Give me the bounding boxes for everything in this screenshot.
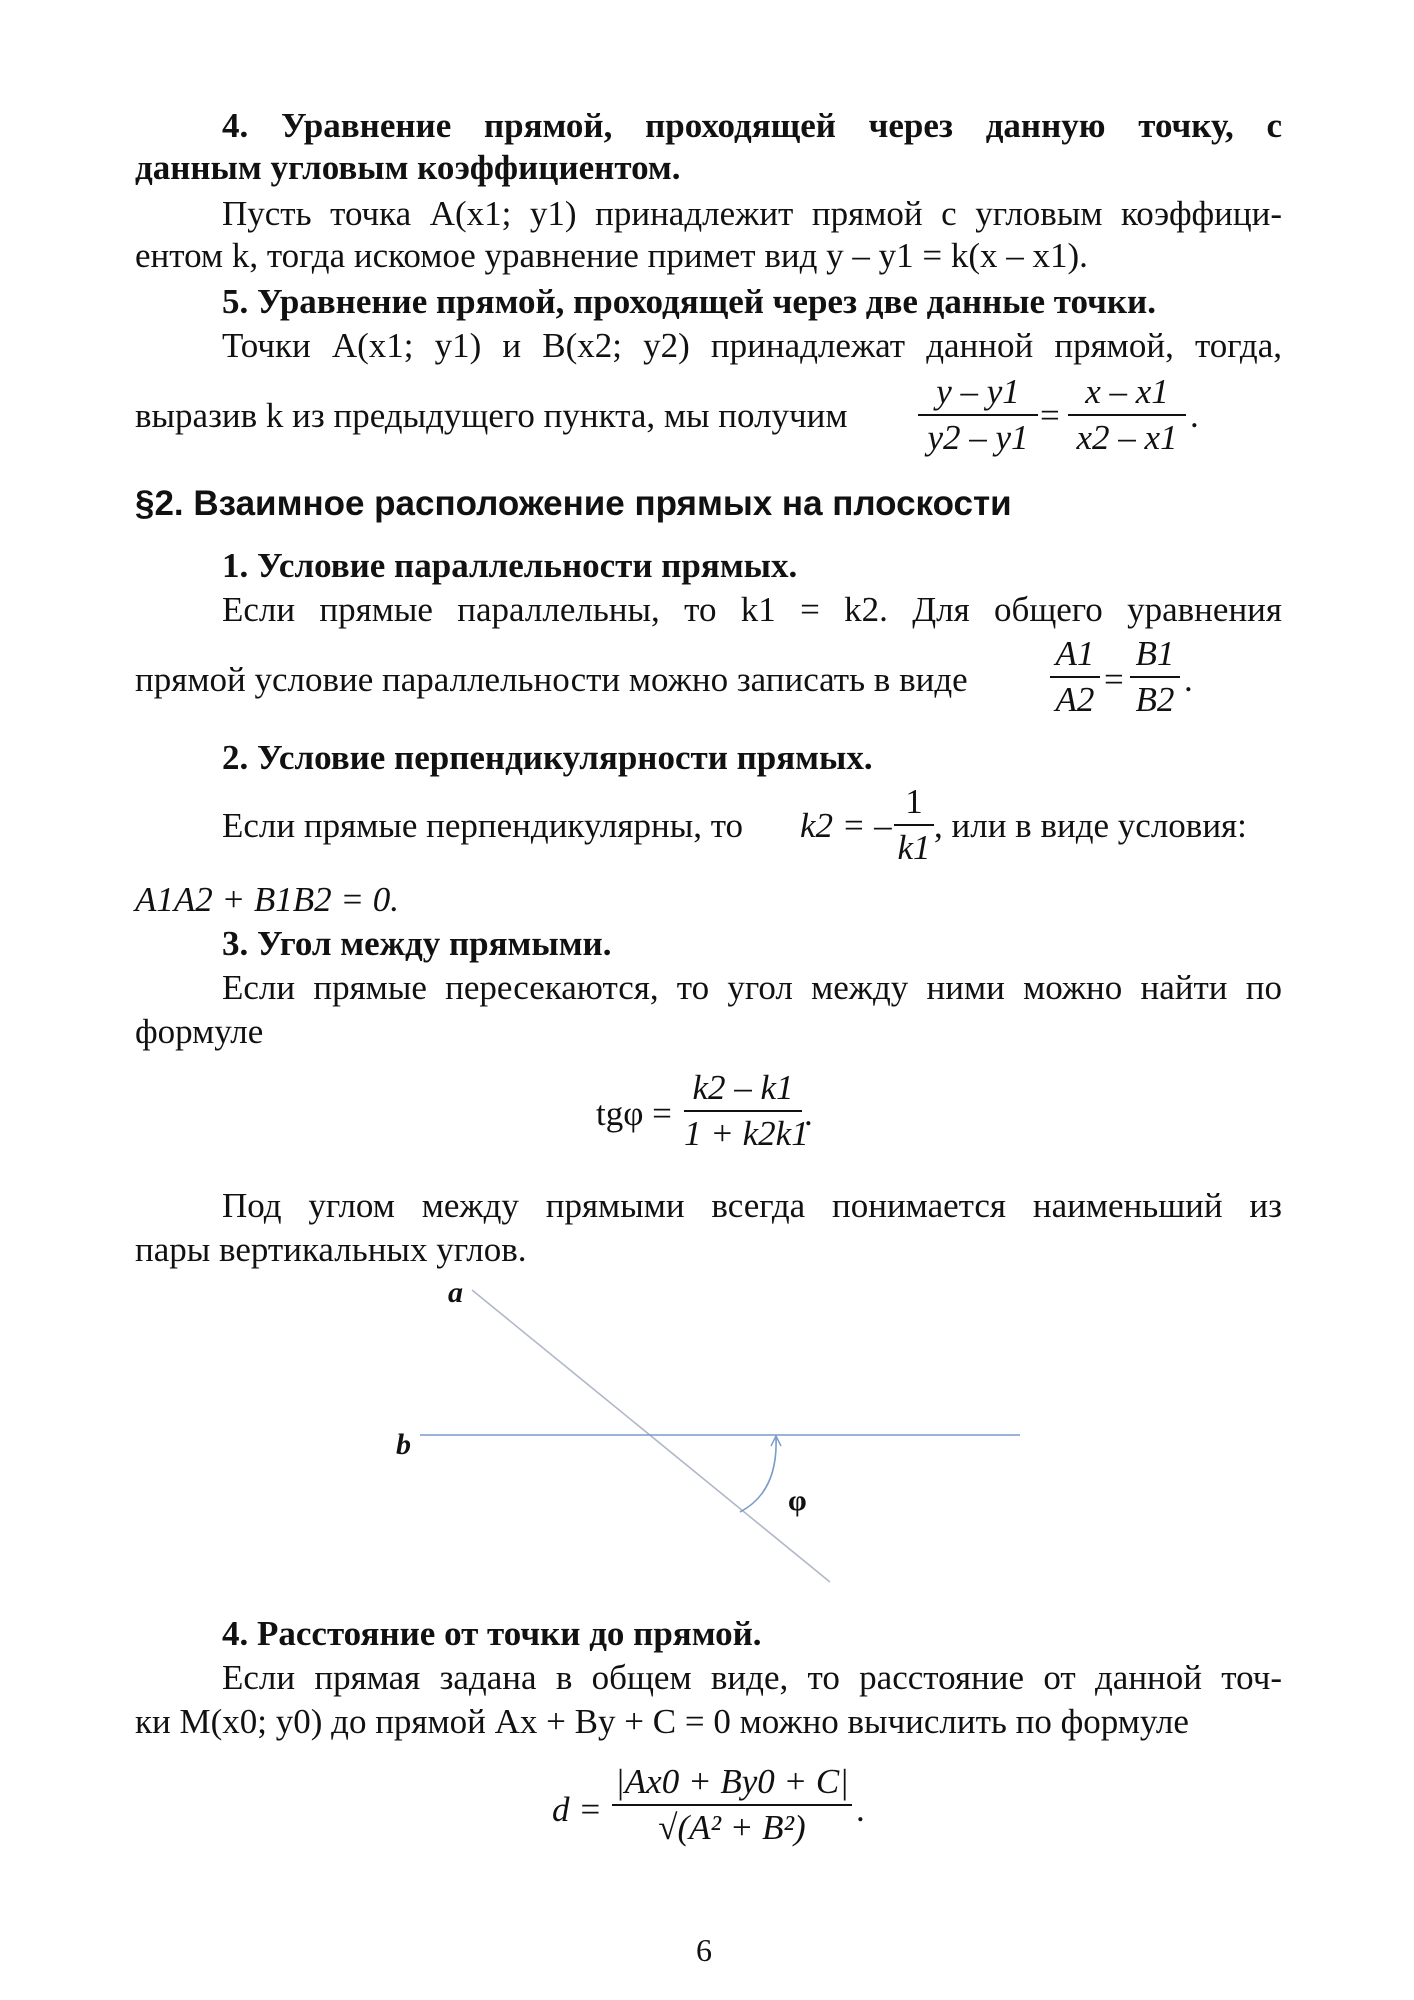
fraction-bar bbox=[612, 1804, 852, 1806]
s2-item1-left-numerator: A1 bbox=[1055, 634, 1095, 673]
s2-item3-note-line1: Под углом между прямыми всегда понимается наименьший из bbox=[222, 1186, 1282, 1225]
item5-fraction-left bbox=[918, 372, 1038, 458]
s2-item3-text-line2: формуле bbox=[135, 1012, 264, 1051]
fraction-bar bbox=[1130, 676, 1180, 678]
s2-item1-text-line2: прямой условие параллельности можно записать в виде bbox=[135, 660, 968, 699]
s2-item3-note-line2: пары вертикальных углов. bbox=[135, 1230, 527, 1269]
s2-item2-text-suffix: , или в виде условия: bbox=[934, 806, 1247, 845]
s2-item3-denominator: 1 + k2k1 bbox=[684, 1114, 809, 1153]
item4-text-line1: Пусть точка A(x1; y1) принадлежит прямой с угловым коэффици- bbox=[222, 194, 1282, 233]
s2-item3-title: 3. Угол между прямыми. bbox=[222, 924, 612, 963]
s2-item4-lhs: d = bbox=[552, 1790, 602, 1829]
item4-title-line2: данным угловым коэффициентом. bbox=[135, 148, 681, 187]
s2-item4-text-line1: Если прямая задана в общем виде, то расстояние от данной точ- bbox=[222, 1658, 1282, 1697]
figure-label-b: b bbox=[396, 1428, 411, 1461]
s2-item1-end-period: . bbox=[1184, 660, 1193, 699]
item5-text-line1: Точки A(x1; y1) и B(x2; y2) принадлежат данной прямой, тогда, bbox=[222, 326, 1282, 365]
section2-heading: §2. Взаимное расположение прямых на плоскости bbox=[135, 484, 1012, 523]
s2-item4-title: 4. Расстояние от точки до прямой. bbox=[222, 1614, 762, 1653]
s2-item1-left-denominator: A2 bbox=[1055, 680, 1095, 719]
s2-item2-title: 2. Условие перпендикулярности прямых. bbox=[222, 738, 873, 777]
s2-item4-fraction bbox=[612, 1762, 852, 1848]
item5-right-numerator: x – x1 bbox=[1085, 372, 1169, 411]
page-number: 6 bbox=[696, 1932, 712, 1968]
s2-item4-end-period: . bbox=[856, 1790, 865, 1829]
s2-item1-title: 1. Условие параллельности прямых. bbox=[222, 546, 798, 585]
item4-title-line1: 4. Уравнение прямой, проходящей через данную точку, с bbox=[222, 106, 1282, 145]
fraction-bar bbox=[1050, 676, 1100, 678]
s2-item1-fraction-right bbox=[1130, 634, 1180, 720]
s2-item2-fraction bbox=[894, 782, 934, 868]
fraction-bar bbox=[1068, 414, 1186, 416]
s2-item4-denominator: √(A² + B²) bbox=[658, 1808, 806, 1847]
s2-item3-text-line1: Если прямые пересекаются, то угол между ними можно найти по bbox=[222, 968, 1282, 1007]
s2-item1-equals: = bbox=[1104, 660, 1124, 699]
s2-item3-numerator: k2 – k1 bbox=[692, 1068, 794, 1107]
fraction-bar bbox=[918, 414, 1038, 416]
angle-arc bbox=[740, 1438, 776, 1512]
item5-equals: = bbox=[1040, 396, 1060, 435]
s2-item1-fraction-left bbox=[1050, 634, 1100, 720]
item5-title: 5. Уравнение прямой, проходящей через две данные точки. bbox=[222, 282, 1156, 321]
fraction-bar bbox=[684, 1110, 802, 1112]
s2-item3-end-period: . bbox=[804, 1094, 813, 1133]
s2-item4-numerator: |Ax0 + By0 + C| bbox=[615, 1762, 849, 1801]
item5-left-denominator: y2 – y1 bbox=[927, 418, 1029, 457]
figure-label-phi: φ bbox=[788, 1484, 807, 1517]
item4-text-line2: ентом k, тогда искомое уравнение примет вид y – y1 = k(x – x1). bbox=[135, 236, 1088, 275]
s2-item3-lhs: tgφ = bbox=[596, 1094, 672, 1133]
item5-left-numerator: y – y1 bbox=[936, 372, 1020, 411]
s2-item1-right-denominator: B2 bbox=[1135, 680, 1175, 719]
s2-item2-numerator: 1 bbox=[905, 782, 923, 821]
s2-item1-right-numerator: B1 bbox=[1135, 634, 1175, 673]
fraction-bar bbox=[894, 824, 934, 826]
figure-label-a: a bbox=[448, 1276, 463, 1309]
s2-item2-text-prefix: Если прямые перпендикулярны, то bbox=[222, 806, 744, 845]
item5-end-period: . bbox=[1190, 396, 1199, 435]
s2-item2-text-line2: A1A2 + B1B2 = 0. bbox=[135, 880, 400, 919]
s2-item1-text-line1: Если прямые параллельны, то k1 = k2. Для общего уравнения bbox=[222, 590, 1282, 629]
s2-item3-fraction bbox=[684, 1068, 809, 1154]
s2-item2-lhs: k2 = – bbox=[800, 806, 892, 845]
s2-item4-text-line2: ки M(x0; y0) до прямой Ax + By + C = 0 можно вычислить по формуле bbox=[135, 1702, 1189, 1741]
item5-text-line2: выразив k из предыдущего пункта, мы получим bbox=[135, 396, 848, 435]
item5-right-denominator: x2 – x1 bbox=[1076, 418, 1178, 457]
item5-fraction-right bbox=[1068, 372, 1186, 458]
s2-item2-denominator: k1 bbox=[897, 828, 931, 867]
angle-figure bbox=[380, 1270, 1040, 1600]
